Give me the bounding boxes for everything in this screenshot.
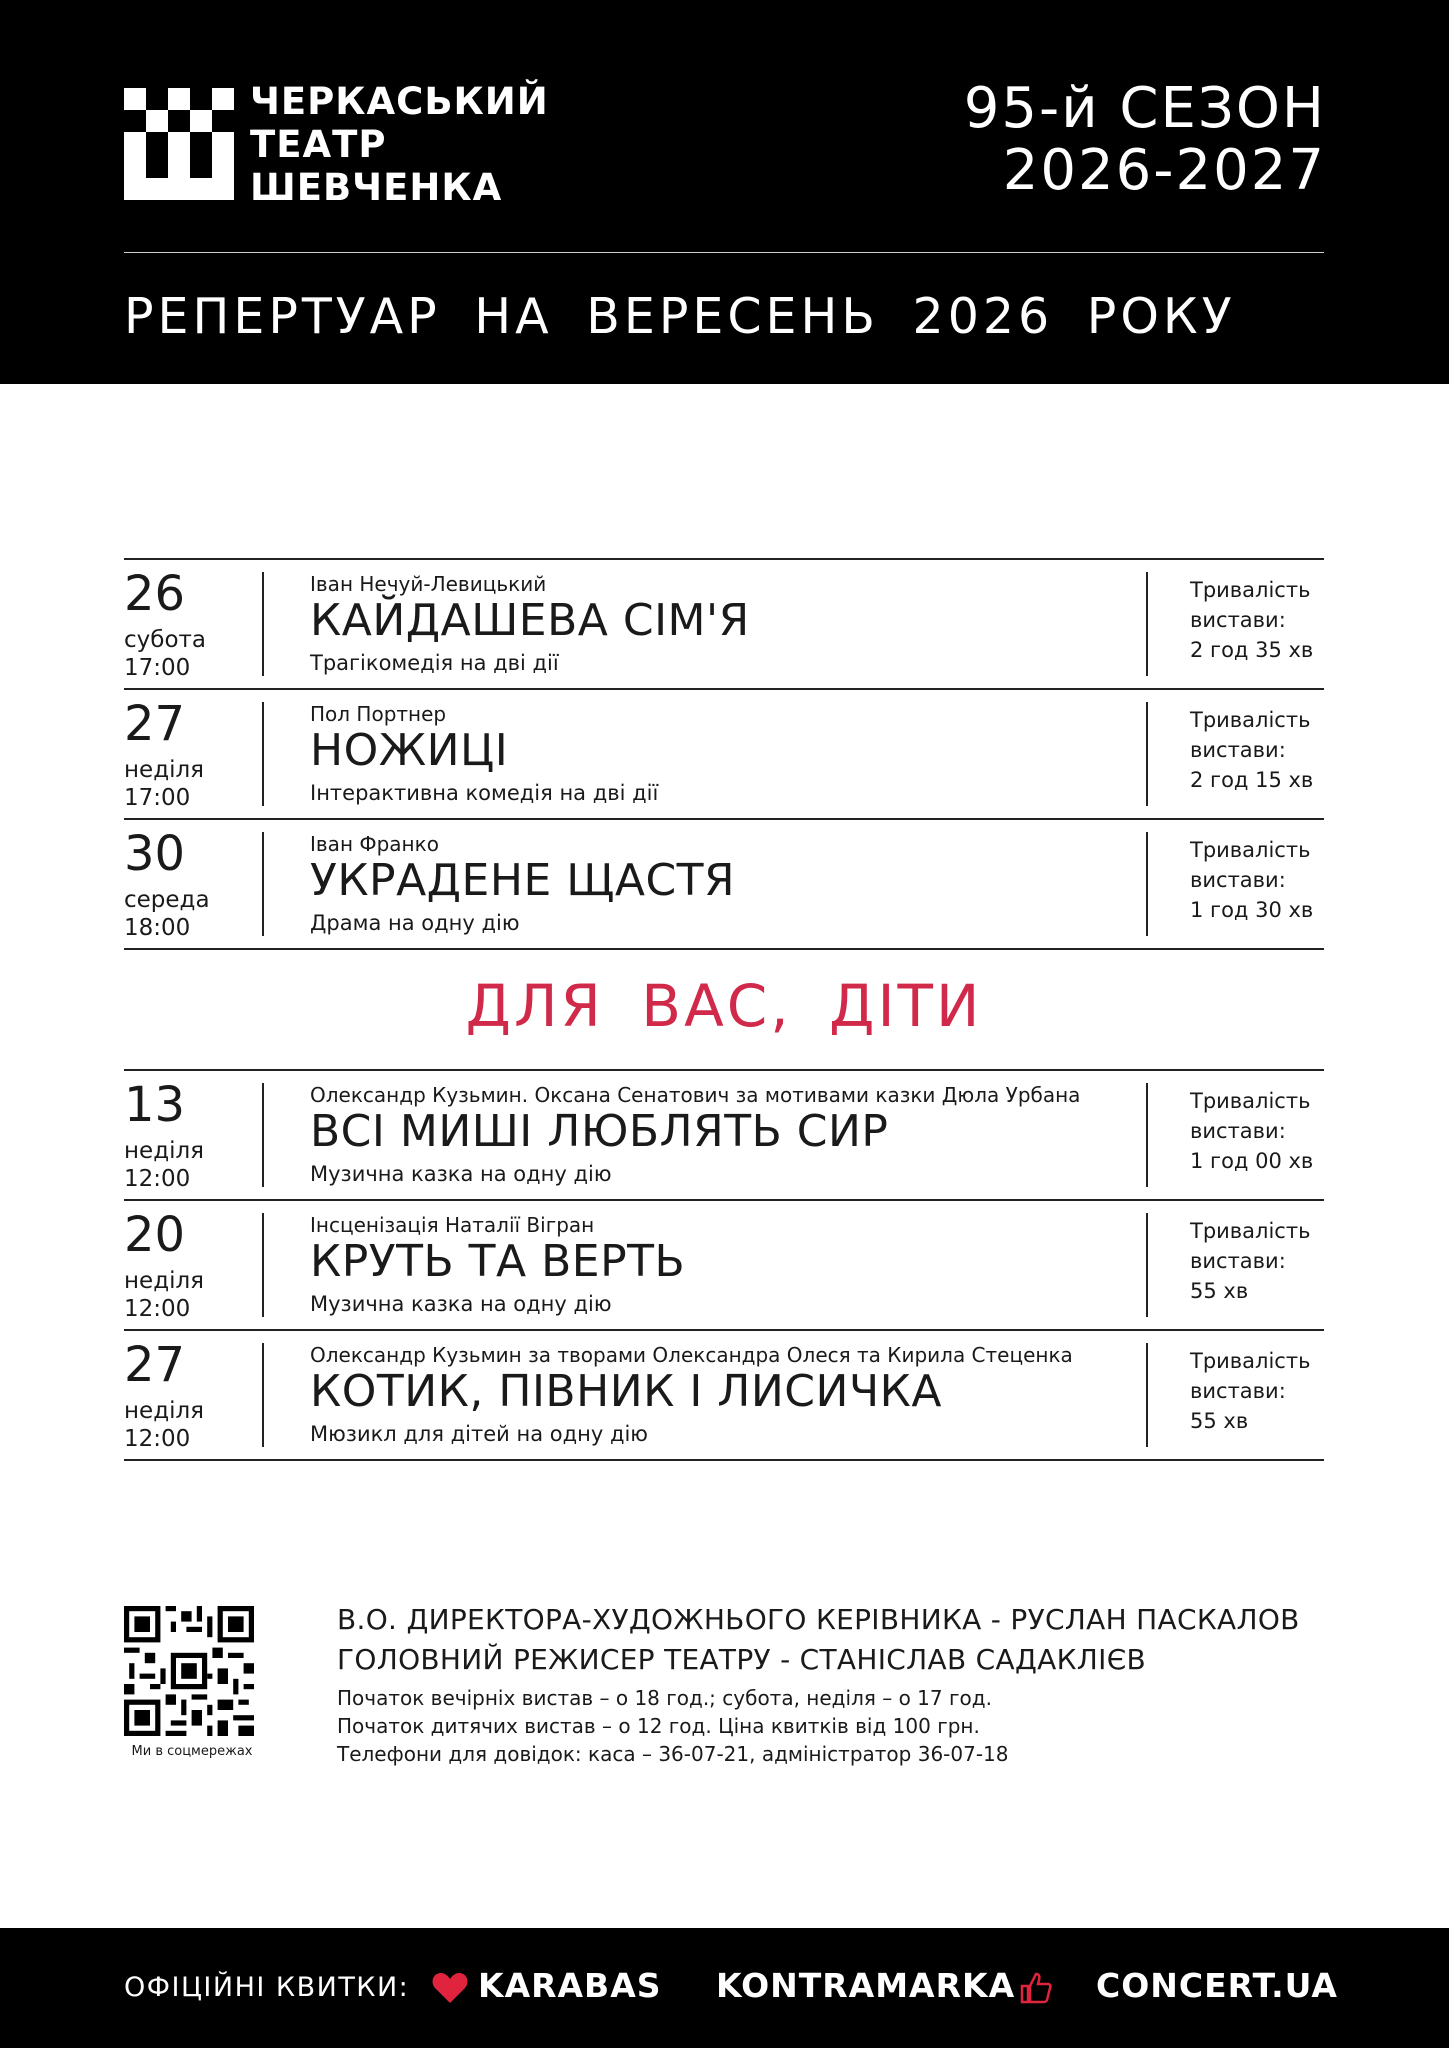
row-divider xyxy=(1146,572,1148,676)
duration-value: 55 хв xyxy=(1190,1279,1249,1303)
show-row xyxy=(124,1329,1324,1461)
theatre-name-line: ТЕАТР xyxy=(250,123,387,166)
show-time: 17:00 xyxy=(124,655,191,681)
show-title: КАЙДАШЕВА СІМ'Я xyxy=(310,595,750,646)
row-divider xyxy=(262,1343,264,1447)
show-weekday: неділя xyxy=(124,757,205,783)
row-divider xyxy=(1146,1083,1148,1187)
show-time: 17:00 xyxy=(124,785,191,811)
show-author: Олександр Кузьмин за творами Олександра Олеся та Кирила Стеценка xyxy=(310,1343,1073,1367)
show-genre: Трагікомедія на дві дії xyxy=(310,651,559,675)
show-day: 13 xyxy=(124,1077,186,1133)
show-row xyxy=(124,688,1324,818)
season-number: 95-й СЕЗОН xyxy=(963,76,1326,141)
show-genre: Мюзикл для дітей на одну дію xyxy=(310,1422,648,1446)
show-title: УКРАДЕНЕ ЩАСТЯ xyxy=(310,855,736,906)
chief-director-line: ГОЛОВНИЙ РЕЖИСЕР ТЕАТРУ - СТАНІСЛАВ САДАКЛІЄВ xyxy=(337,1643,1147,1676)
duration-label: вистави: xyxy=(1190,868,1286,892)
show-weekday: субота xyxy=(124,627,207,653)
duration-label: вистави: xyxy=(1190,1379,1286,1403)
show-duration xyxy=(1190,705,1313,795)
show-title: НОЖИЦІ xyxy=(310,725,509,776)
duration-value: 2 год 15 хв xyxy=(1190,768,1314,792)
show-row xyxy=(124,558,1324,688)
show-weekday: неділя xyxy=(124,1138,205,1164)
info-line: Початок вечірніх вистав – о 18 год.; субота, неділя – о 17 год. xyxy=(337,1686,992,1710)
show-genre: Інтерактивна комедія на дві дії xyxy=(310,781,659,805)
repertoire-title: РЕПЕРТУАР НА ВЕРЕСЕНЬ 2026 РОКУ xyxy=(124,288,1236,345)
karabas-label: KARABAS xyxy=(478,1966,662,2005)
director-line: В.О. ДИРЕКТОРА-ХУДОЖНЬОГО КЕРІВНИКА - РУСЛАН ПАСКАЛОВ xyxy=(337,1603,1300,1636)
duration-label: Тривалість xyxy=(1190,708,1311,732)
show-duration xyxy=(1190,1086,1313,1176)
show-author: Інсценізація Наталії Вігран xyxy=(310,1213,595,1237)
header-divider xyxy=(124,252,1324,253)
kids-section-heading: ДЛЯ ВАС, ДІТИ xyxy=(465,972,983,1040)
kontramarka-link[interactable] xyxy=(716,1966,1053,2005)
duration-label: Тривалість xyxy=(1190,838,1311,862)
show-duration xyxy=(1190,1346,1310,1436)
show-time: 12:00 xyxy=(124,1426,191,1452)
concert-ua-label: CONCERT.UA xyxy=(1096,1966,1338,2005)
qr-code-icon[interactable] xyxy=(124,1606,254,1736)
row-divider xyxy=(1146,1343,1148,1447)
show-day: 26 xyxy=(124,566,186,622)
tickets-bar xyxy=(0,1928,1449,2048)
show-day: 30 xyxy=(124,826,186,882)
row-divider xyxy=(262,572,264,676)
management-credits xyxy=(337,1600,1300,1680)
show-time: 18:00 xyxy=(124,915,191,941)
season-label xyxy=(964,78,1326,202)
show-weekday: середа xyxy=(124,887,210,913)
duration-label: вистави: xyxy=(1190,608,1286,632)
show-weekday: неділя xyxy=(124,1268,205,1294)
show-title: ВСІ МИШІ ЛЮБЛЯТЬ СИР xyxy=(310,1106,889,1157)
row-divider xyxy=(1146,702,1148,806)
heart-icon xyxy=(432,1972,468,2004)
row-divider xyxy=(1146,1213,1148,1317)
duration-label: вистави: xyxy=(1190,1249,1286,1273)
show-day: 20 xyxy=(124,1207,186,1263)
kids-shows-list xyxy=(124,1069,1324,1461)
duration-value: 55 хв xyxy=(1190,1409,1249,1433)
duration-label: Тривалість xyxy=(1190,1089,1311,1113)
theatre-name xyxy=(250,80,549,209)
info-line: Телефони для довідок: каса – 36-07-21, адміністратор 36-07-18 xyxy=(337,1742,1009,1766)
show-genre: Музична казка на одну дію xyxy=(310,1162,612,1186)
duration-label: Тривалість xyxy=(1190,1219,1311,1243)
duration-label: Тривалість xyxy=(1190,578,1311,602)
duration-label: вистави: xyxy=(1190,1119,1286,1143)
theatre-info xyxy=(337,1684,1009,1768)
row-divider xyxy=(262,702,264,806)
duration-value: 1 год 00 хв xyxy=(1190,1149,1314,1173)
row-divider xyxy=(1146,832,1148,936)
theatre-name-line: ШЕВЧЕНКА xyxy=(250,166,503,209)
adult-shows-list xyxy=(124,558,1324,950)
season-years: 2026-2027 xyxy=(1002,138,1326,203)
show-day: 27 xyxy=(124,1337,186,1393)
show-time: 12:00 xyxy=(124,1296,191,1322)
header-band xyxy=(0,0,1449,384)
duration-value: 2 год 35 хв xyxy=(1190,638,1314,662)
show-genre: Драма на одну дію xyxy=(310,911,520,935)
row-divider xyxy=(262,1213,264,1317)
show-row xyxy=(124,818,1324,950)
row-divider xyxy=(262,832,264,936)
duration-label: вистави: xyxy=(1190,738,1286,762)
info-line: Початок дитячих вистав – о 12 год. Ціна квитків від 100 грн. xyxy=(337,1714,980,1738)
duration-label: Тривалість xyxy=(1190,1349,1311,1373)
show-title: КРУТЬ ТА ВЕРТЬ xyxy=(310,1236,686,1287)
show-row xyxy=(124,1069,1324,1199)
qr-caption: Ми в соцмережах xyxy=(131,1744,253,1759)
show-day: 27 xyxy=(124,696,186,752)
karabas-link[interactable] xyxy=(432,1966,662,2005)
show-author: Іван Нечуй-Левицький xyxy=(310,572,547,596)
thumbs-up-icon xyxy=(1019,1971,1053,2005)
show-title: КОТИК, ПІВНИК І ЛИСИЧКА xyxy=(310,1366,942,1417)
kontramarka-label: KONTRAMARKA xyxy=(716,1966,1016,2005)
show-time: 12:00 xyxy=(124,1166,191,1192)
show-author: Олександр Кузьмин. Оксана Сенатович за мотивами казки Дюла Урбана xyxy=(310,1083,1081,1107)
tickets-label: ОФІЦІЙНІ КВИТКИ: xyxy=(124,1972,410,2003)
theatre-name-line: ЧЕРКАСЬКИЙ xyxy=(250,80,549,123)
show-author: Іван Франко xyxy=(310,832,439,856)
show-author: Пол Портнер xyxy=(310,702,447,726)
row-divider xyxy=(262,1083,264,1187)
concert-ua-link[interactable] xyxy=(1096,1966,1338,2005)
show-duration xyxy=(1190,835,1313,925)
show-genre: Музична казка на одну дію xyxy=(310,1292,612,1316)
theatre-logo-icon xyxy=(124,88,234,200)
show-weekday: неділя xyxy=(124,1398,205,1424)
show-row xyxy=(124,1199,1324,1329)
show-duration xyxy=(1190,575,1313,665)
show-duration xyxy=(1190,1216,1310,1306)
duration-value: 1 год 30 хв xyxy=(1190,898,1314,922)
